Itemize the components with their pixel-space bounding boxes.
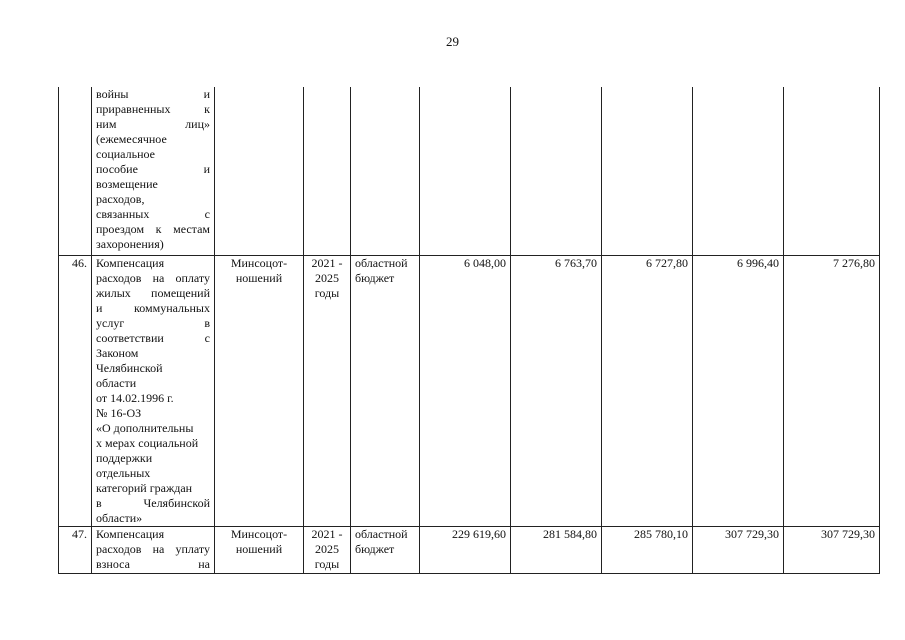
description-line: от 14.02.1996 г. bbox=[96, 390, 174, 405]
description-line: возмещение bbox=[96, 177, 158, 191]
amount-cell-year-5 bbox=[784, 87, 880, 255]
description-line: приравненных к bbox=[96, 102, 210, 116]
description-line: жилых помещений bbox=[96, 285, 210, 300]
description-line: услуг в bbox=[96, 315, 210, 330]
table-row bbox=[59, 255, 880, 526]
period-cell: 2021 - 2025 годы bbox=[304, 526, 351, 573]
funding-source-cell: областной бюджет bbox=[351, 255, 420, 526]
description-line: отдельных bbox=[96, 465, 151, 480]
description-line: в Челябинской bbox=[96, 495, 210, 510]
description-cell bbox=[92, 255, 215, 526]
description-line: № 16-ОЗ bbox=[96, 405, 142, 420]
amount-cell-year-4: 6 996,40 bbox=[693, 255, 784, 526]
description-line: и коммунальных bbox=[96, 300, 210, 315]
description-line: захоронения) bbox=[96, 237, 164, 251]
description-line: ним лиц» bbox=[96, 117, 210, 131]
amount-cell-year-1: 6 048,00 bbox=[420, 255, 511, 526]
description-cell bbox=[92, 87, 215, 255]
description-line: связанных с bbox=[96, 207, 210, 221]
description-line: проездом к местам bbox=[96, 222, 210, 236]
amount-cell-year-3: 285 780,10 bbox=[602, 526, 693, 573]
description-line: социальное bbox=[96, 147, 155, 161]
period-cell bbox=[304, 87, 351, 255]
description-line: категорий граждан bbox=[96, 480, 193, 495]
amount-cell-year-3 bbox=[602, 87, 693, 255]
amount-cell-year-2: 281 584,80 bbox=[511, 526, 602, 573]
funding-source-cell: областной бюджет bbox=[351, 526, 420, 573]
description-line: расходов, bbox=[96, 192, 145, 206]
description-line: области» bbox=[96, 510, 143, 525]
row-index-cell bbox=[59, 87, 92, 255]
description-line: войны и bbox=[96, 87, 210, 101]
amount-cell-year-4: 307 729,30 bbox=[693, 526, 784, 573]
description-line: Компенсация bbox=[96, 255, 165, 270]
description-line: соответствии с bbox=[96, 330, 210, 345]
amount-cell-year-3: 6 727,80 bbox=[602, 255, 693, 526]
description-line: Законом bbox=[96, 345, 139, 360]
description-line: (ежемесячное bbox=[96, 132, 167, 146]
table-row bbox=[59, 87, 880, 255]
description-line: расходов на оплату bbox=[96, 270, 210, 285]
amount-cell-year-1 bbox=[420, 87, 511, 255]
amount-cell-year-1: 229 619,60 bbox=[420, 526, 511, 573]
page-number: 29 bbox=[446, 34, 459, 49]
amount-cell-year-2: 6 763,70 bbox=[511, 255, 602, 526]
executor-cell: Минсоцот- ношений bbox=[215, 526, 304, 573]
executor-cell: Минсоцот- ношений bbox=[215, 255, 304, 526]
amount-cell-year-4 bbox=[693, 87, 784, 255]
amount-cell-year-5: 307 729,30 bbox=[784, 526, 880, 573]
description-line: поддержки bbox=[96, 450, 153, 465]
description-line: Компенсация bbox=[96, 526, 165, 541]
funding-source-cell bbox=[351, 87, 420, 255]
description-cell bbox=[92, 526, 215, 573]
description-line: области bbox=[96, 375, 137, 390]
period-cell: 2021 - 2025 годы bbox=[304, 255, 351, 526]
description-line: х мерах социальной bbox=[96, 435, 199, 450]
row-index-cell: 46. bbox=[59, 255, 92, 526]
description-line: пособие и bbox=[96, 162, 210, 176]
description-line: взноса на bbox=[96, 556, 210, 571]
amount-cell-year-5: 7 276,80 bbox=[784, 255, 880, 526]
table-body bbox=[59, 87, 880, 573]
table-row bbox=[59, 526, 880, 573]
row-index-cell: 47. bbox=[59, 526, 92, 573]
description-line: Челябинской bbox=[96, 360, 163, 375]
executor-cell bbox=[215, 87, 304, 255]
description-line: «О дополнительны bbox=[96, 420, 194, 435]
description-line: расходов на уплату bbox=[96, 541, 210, 556]
budget-table bbox=[58, 87, 880, 574]
amount-cell-year-2 bbox=[511, 87, 602, 255]
